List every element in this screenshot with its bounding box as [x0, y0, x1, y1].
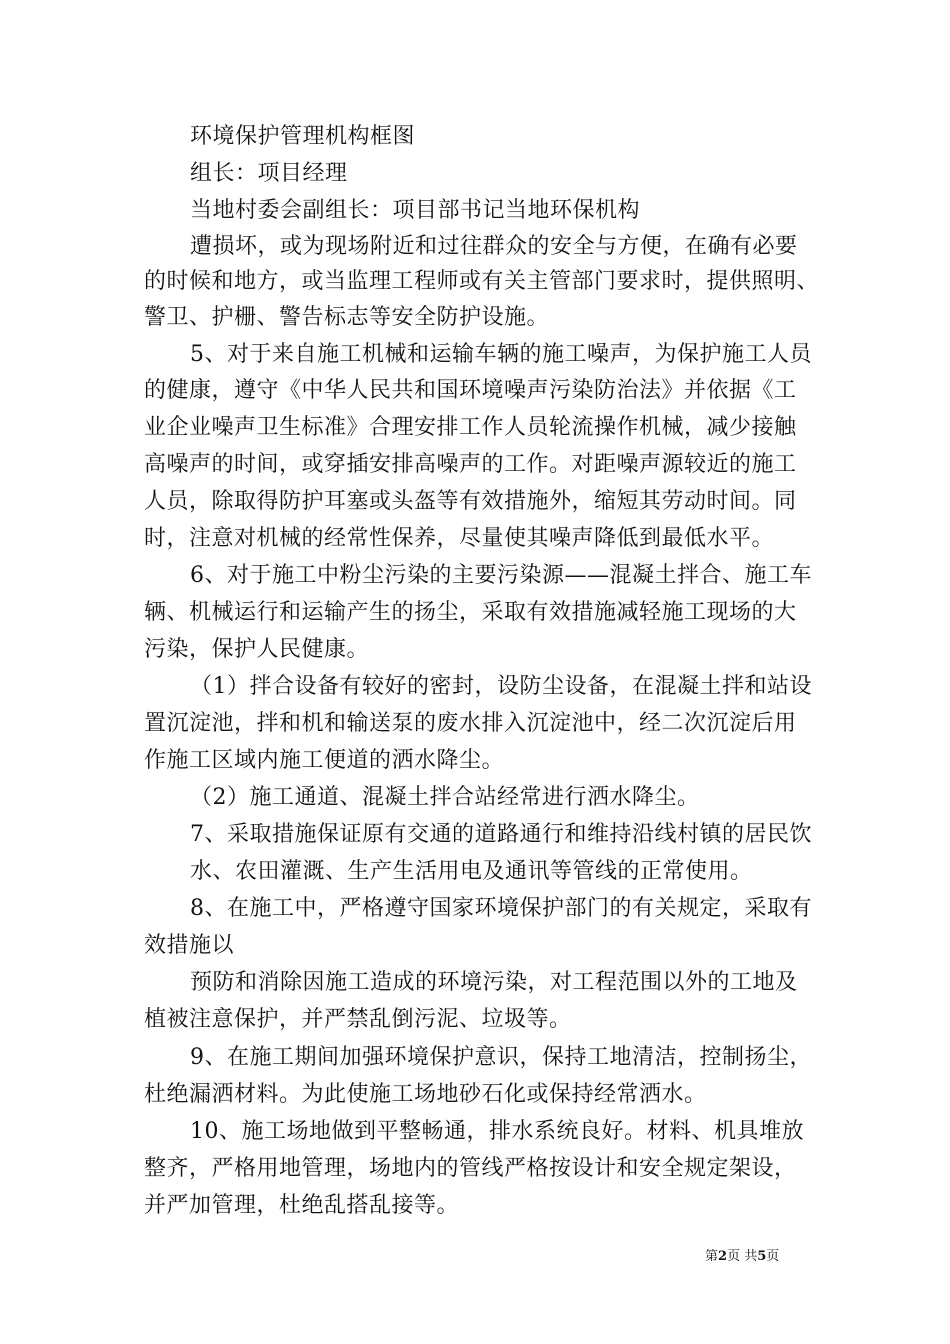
paragraph-line: 并严加管理，杜绝乱搭乱接等。 — [144, 1193, 460, 1218]
paragraph-line: 效措施以 — [144, 933, 235, 958]
paragraph-line: 业企业噪声卫生标准》合理安排工作人员轮流操作机械，减少接触 — [144, 415, 797, 440]
paragraph-line: 辆、机械运行和运输产生的扬尘，采取有效措施减轻施工现场的大 — [144, 600, 797, 625]
paragraph-line: 杜绝漏洒材料。为此使施工场地砂石化或保持经常洒水。 — [144, 1082, 707, 1107]
paragraph-line: 预防和消除因施工造成的环境污染，对工程范围以外的工地及 — [190, 970, 798, 995]
paragraph-line: 整齐，严格用地管理，场地内的管线严格按设计和安全规定架设， — [144, 1156, 797, 1181]
leader-line: 组长：项目经理 — [190, 161, 348, 186]
paragraph-line: 的健康，遵守《中华人民共和国环境噪声污染防治法》并依据《工 — [144, 378, 797, 403]
paragraph-line: 10、施工场地做到平整畅通，排水系统良好。材料、机具堆放 — [190, 1119, 804, 1144]
paragraph-line: 水、农田灌溉、生产生活用电及通讯等管线的正常使用。 — [190, 859, 753, 884]
paragraph-line: 警卫、护栅、警告标志等安全防护设施。 — [144, 305, 550, 330]
paragraph-line: 时，注意对机械的经常性保养，尽量使其噪声降低到最低水平。 — [144, 526, 775, 551]
chart-title-line: 环境保护管理机构框图 — [190, 124, 416, 149]
paragraph-line: （2）施工通道、混凝土拌合站经常进行洒水降尘。 — [190, 785, 700, 810]
paragraph-line: 7、采取措施保证原有交通的道路通行和维持沿线村镇的居民饮 — [190, 822, 812, 847]
paragraph-line: 高噪声的时间，或穿插安排高噪声的工作。对距噪声源较近的施工 — [144, 452, 797, 477]
footer-middle: 页 共 — [727, 1249, 758, 1264]
paragraph-line: （1）拌合设备有较好的密封，设防尘设备，在混凝土拌和站设 — [190, 674, 812, 699]
paragraph-line: 人员，除取得防护耳塞或头盔等有效措施外，缩短其劳动时间。同 — [144, 489, 797, 514]
paragraph-line: 5、对于来自施工机械和运输车辆的施工噪声，为保护施工人员 — [190, 342, 812, 367]
paragraph-line: 植被注意保护，并严禁乱倒污泥、垃圾等。 — [144, 1007, 572, 1032]
page-footer — [705, 1248, 779, 1266]
paragraph-line: 污染，保护人民健康。 — [144, 637, 370, 662]
paragraph-line: 8、在施工中，严格遵守国家环境保护部门的有关规定，采取有 — [190, 896, 812, 921]
paragraph-line: 6、对于施工中粉尘污染的主要污染源——混凝土拌合、施工车 — [190, 563, 812, 588]
paragraph-line: 9、在施工期间加强环境保护意识，保持工地清洁，控制扬尘， — [190, 1045, 812, 1070]
paragraph-line: 的时候和地方，或当监理工程师或有关主管部门要求时，提供照明、 — [144, 269, 820, 294]
footer-prefix: 第 — [705, 1249, 719, 1264]
current-page-number: 2 — [718, 1249, 728, 1264]
footer-suffix: 页 — [766, 1249, 780, 1264]
paragraph-line: 作施工区域内施工便道的洒水降尘。 — [144, 748, 505, 773]
paragraph-line: 遭损坏，或为现场附近和过往群众的安全与方便，在确有必要 — [190, 234, 798, 259]
total-pages-number: 5 — [757, 1249, 767, 1264]
paragraph-line: 置沉淀池，拌和机和输送泵的废水排入沉淀池中，经二次沉淀后用 — [144, 711, 797, 736]
deputy-leader-line: 当地村委会副组长：项目部书记当地环保机构 — [190, 198, 641, 223]
